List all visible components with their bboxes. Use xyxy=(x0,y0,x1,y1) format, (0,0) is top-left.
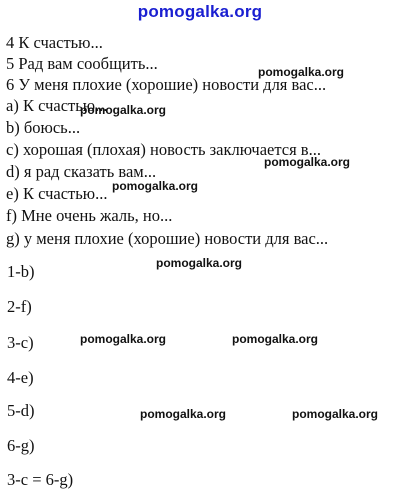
watermark: pomogalka.org xyxy=(112,179,199,193)
answer-2: 2-f) xyxy=(7,297,32,316)
option-e: е) К счастью... xyxy=(6,184,108,203)
answer-6: 6-g) xyxy=(7,436,35,455)
answer-1: 1-b) xyxy=(7,262,35,281)
option-b: b) боюсь... xyxy=(6,118,81,137)
option-g: g) у меня плохие (хорошие) новости для вас... xyxy=(6,229,329,248)
answer-7: 3-c = 6-g) xyxy=(7,470,74,489)
option-d: d) я рад сказать вам... xyxy=(6,162,157,181)
answer-3: 3-c) xyxy=(7,333,34,352)
watermark: pomogalka.org xyxy=(264,155,351,169)
watermark: pomogalka.org xyxy=(80,332,167,346)
phrase-line-6: 6 У меня плохие (хорошие) новости для вас... xyxy=(6,75,327,94)
watermark: pomogalka.org xyxy=(80,103,167,117)
phrase-line-5: 5 Рад вам сообщить... xyxy=(6,54,158,73)
watermark: pomogalka.org xyxy=(292,407,379,421)
watermark: pomogalka.org xyxy=(258,65,345,79)
watermark: pomogalka.org xyxy=(156,256,243,270)
watermark: pomogalka.org xyxy=(232,332,319,346)
header-watermark: pomogalka.org xyxy=(137,2,263,21)
phrase-line-4: 4 К счастью... xyxy=(6,33,103,52)
watermark: pomogalka.org xyxy=(140,407,227,421)
answer-4: 4-e) xyxy=(7,368,34,387)
answer-5: 5-d) xyxy=(7,401,35,420)
option-a: а) К счастью... xyxy=(6,96,108,115)
option-c: c) хорошая (плохая) новость заключается в... xyxy=(6,140,321,159)
option-f: f) Мне очень жаль, но... xyxy=(6,206,173,225)
